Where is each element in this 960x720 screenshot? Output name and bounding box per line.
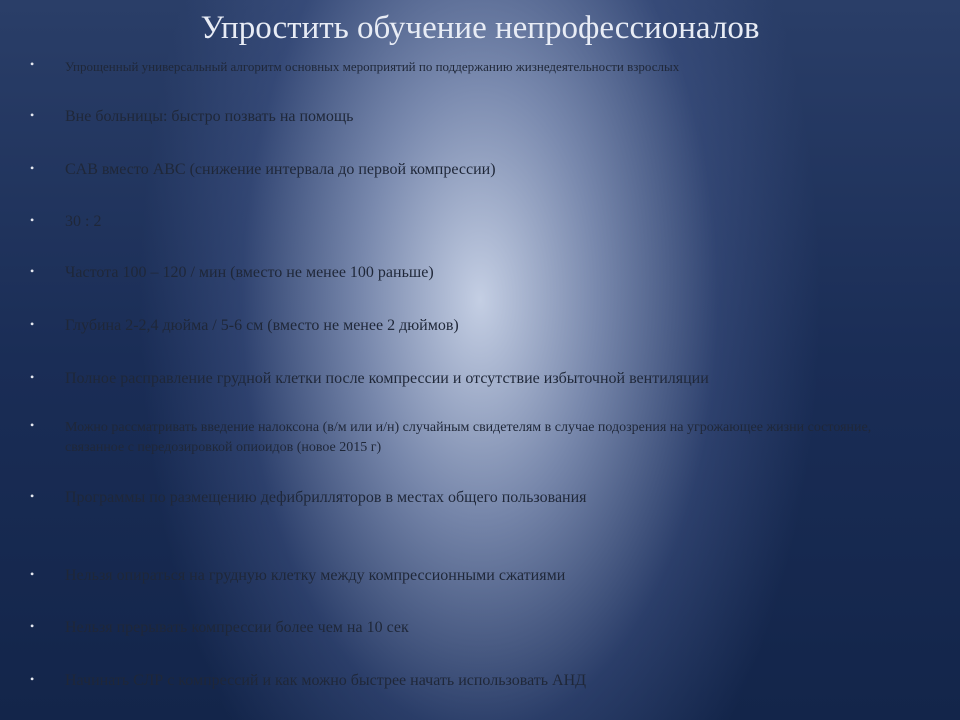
bullet-dot: • <box>30 418 35 432</box>
list-item-text: CAB вместо ABC (снижение интервала до первой компрессии) <box>65 161 496 178</box>
list-item-text: Начинать СЛР с компрессий и как можно быстрее начать использовать АНД <box>65 672 587 689</box>
list-item-text: Частота 100 – 120 / мин (вместо не менее 100 раньше) <box>65 264 434 281</box>
list-item-text: Глубина 2-2,4 дюйма / 5-6 см (вместо не менее 2 дюймов) <box>65 317 459 334</box>
list-item-text: Программы по размещению дефибрилляторов в местах общего пользования <box>65 489 587 506</box>
list-item-text: Полное расправление грудной клетки после компрессии и отсутствие избыточной вентиляции <box>65 370 709 387</box>
list-item-text: Упрощенный универсальный алгоритм основных мероприятий по поддержанию жизнедеятельности взрослых <box>65 59 680 74</box>
bullet-dot: • <box>30 317 35 331</box>
bullet-dot: • <box>30 370 35 384</box>
slide-title: Упростить обучение непрофессионалов <box>200 10 760 46</box>
bullet-dot: • <box>30 672 35 686</box>
list-item-text: Нельзя опираться на грудную клетку между компрессионными сжатиями <box>65 567 566 584</box>
bullet-dot: • <box>30 489 35 503</box>
bullet-dot: • <box>30 567 35 581</box>
bullet-dot: • <box>30 619 35 633</box>
list-item-text: Можно рассматривать введение налоксона (в/м или и/н) случайным свидетелям в случае подозрения на угрожающее жизни состояние, связанное с передозировкой опиоидов (новое 2015 г) <box>65 420 872 455</box>
bullet-dot: • <box>30 161 35 175</box>
bullet-dot: • <box>30 213 35 227</box>
bullet-dot: • <box>30 264 35 278</box>
bullet-dot: • <box>30 57 35 71</box>
list-item-text: Нельзя прерывать компрессии более чем на 10 сек <box>65 619 409 636</box>
list-item-text: 30 : 2 <box>65 213 102 230</box>
list-item-text: Вне больницы: быстро позвать на помощь <box>65 108 354 125</box>
bullet-dot: • <box>30 108 35 122</box>
